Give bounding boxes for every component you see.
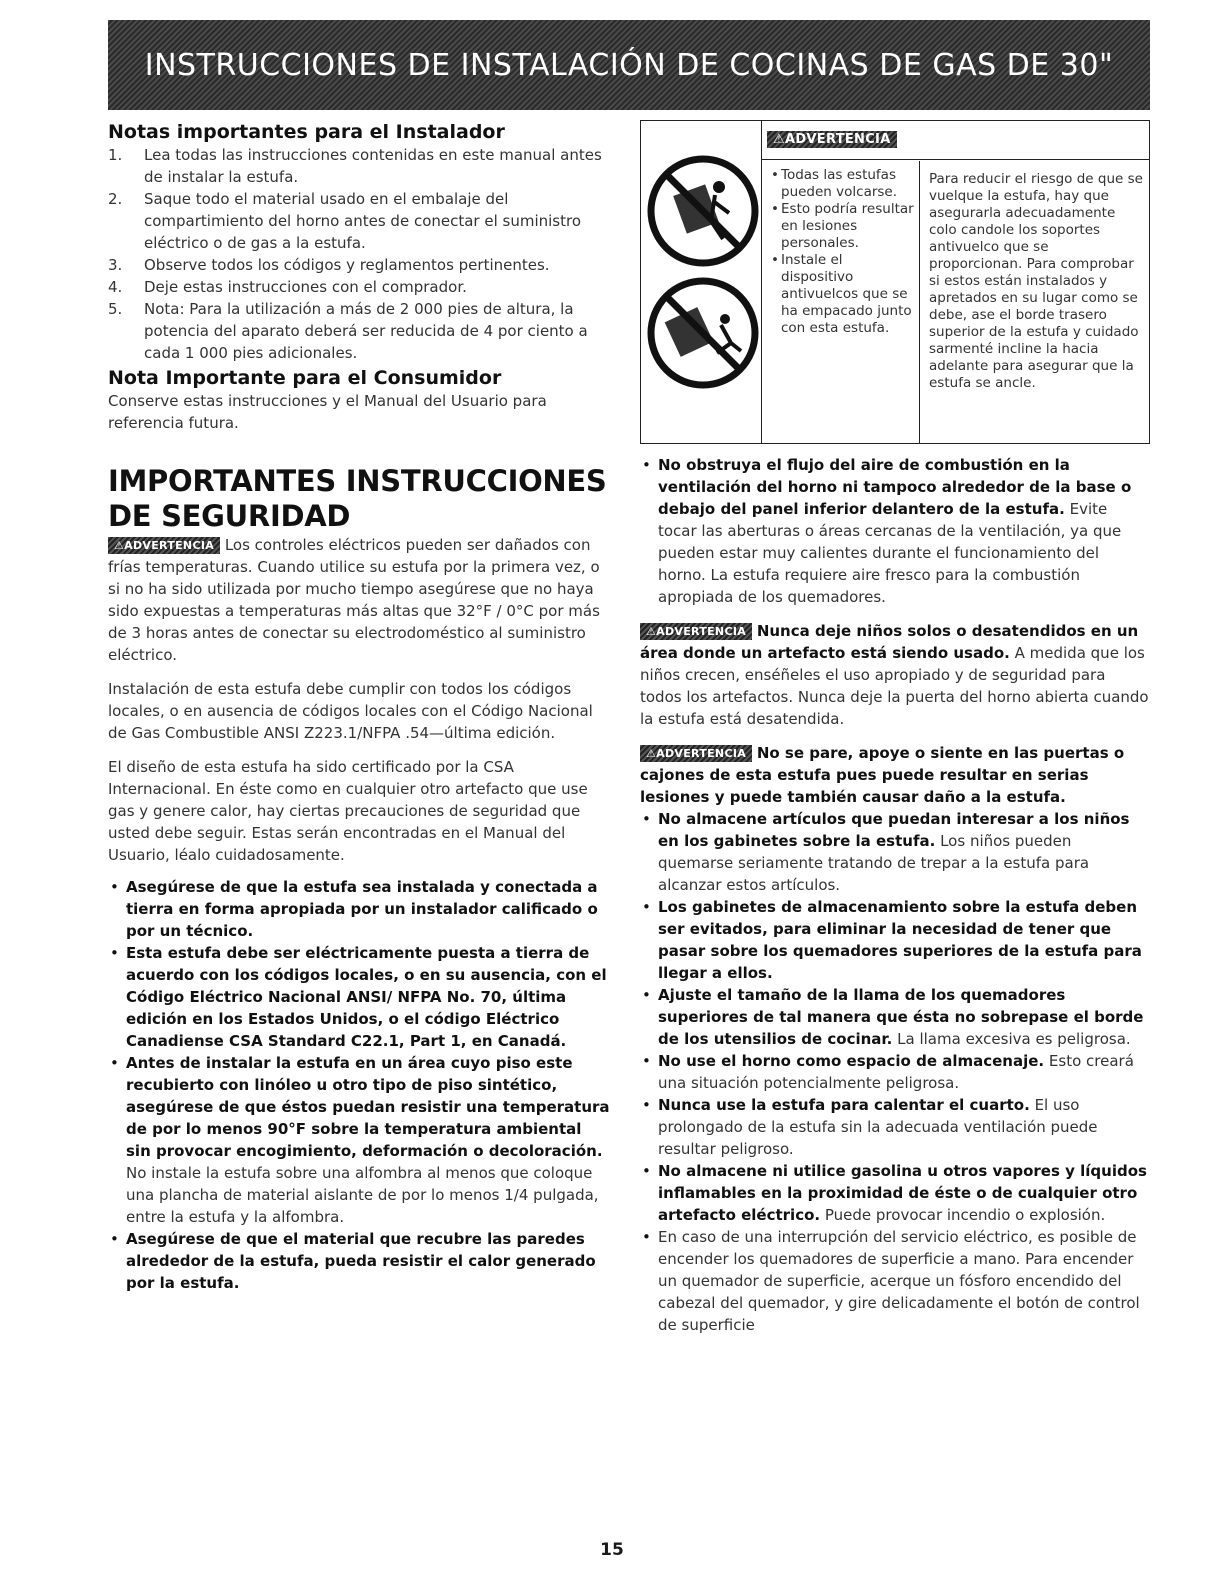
list-item: • Asegúrese de que el material que recubre las paredes alrededor de la estufa, pueda resistir el calor generado por la estufa. bbox=[108, 1228, 610, 1294]
installer-heading: Notas importantes para el Instalador bbox=[108, 121, 505, 143]
list-item: • No almacene artículos que puedan interesar a los niños en los gabinetes sobre la estufa. Los niños pueden quemarse seriamente tratando de trepar a la estufa para alcanzar estos artículos. bbox=[640, 808, 1150, 896]
list-item: • Los gabinetes de almacenamiento sobre la estufa deben ser evitados, para eliminar la necesidad de tener que pasar sobre los quemadores superiores de la estufa para llegar a ellos. bbox=[640, 896, 1150, 984]
list-item: 3. Observe todos los códigos y reglamentos pertinentes. bbox=[108, 256, 550, 274]
consumer-text: Conserve estas instrucciones y el Manual del Usuario para referencia futura. bbox=[108, 392, 547, 432]
list-item: 1. Lea todas las instrucciones contenidas en este manual antes de instalar la estufa. bbox=[108, 146, 602, 186]
list-item: • No almacene ni utilice gasolina u otros vapores y líquidos inflamables en la proximidad de éste o de cualquier otro artefacto eléctrico. Puede provocar incendio o explosión. bbox=[640, 1160, 1150, 1226]
warning-col-1 bbox=[761, 161, 920, 443]
page-banner bbox=[108, 20, 1150, 110]
list-item: 4. Deje estas instrucciones con el comprador. bbox=[108, 278, 467, 296]
tip-over-warning-box bbox=[640, 120, 1150, 444]
list-item: • Nunca use la estufa para calentar el cuarto. El uso prolongado de la estufa sin la adecuada ventilación puede resultar peligroso. bbox=[640, 1094, 1150, 1160]
safety-title: IMPORTANTES INSTRUCCIONES DE SEGURIDAD bbox=[108, 464, 607, 533]
list-item: • En caso de una interrupción del servicio eléctrico, es posible de encender los quemadores de superficie a mano. Para encender un quemador de superficie, acerque un fósforo encendido del cabezal del quemador, y gire delicadamente el botón de control de superficie bbox=[640, 1226, 1150, 1336]
list-item: 2. Saque todo el material usado en el embalaje del compartimiento del horno antes de conectar el suministro eléctrico o de gas a la estufa. bbox=[108, 190, 582, 252]
warning-badge: ⚠ADVERTENCIA bbox=[767, 131, 897, 148]
warning-icons bbox=[641, 121, 762, 443]
safety-p2: Instalación de esta estufa debe cumplir con todos los códigos locales, o en ausencia de códigos locales con el Código Nacional de Gas Combustible ANSI Z223.1/NFPA .54—última edición. bbox=[108, 680, 593, 742]
list-item: 5. Nota: Para la utilización a más de 2 000 pies de altura, la potencia del aparato deberá ser reducida de 4 por ciento a cada 1 000 pies adicionales. bbox=[108, 300, 588, 362]
list-item: • Esto podría resultar en lesiones personales. bbox=[771, 201, 915, 252]
list-item: • Antes de instalar la estufa en un área cuyo piso este recubierto con linóleo u otro tipo de piso sintético, asegúrese de que éstos puedan resistir una temperatura de por lo menos 90°F sobre la temperatura ambiental sin provocar encogimiento, deformación o decoloración. No instale la estufa sobre una alfombra al menos que coloque una plancha de material aislante de por lo menos 1/4 pulgada, entre la estufa y la alfombra. bbox=[108, 1052, 610, 1228]
safety-p3: El diseño de esta estufa ha sido certificado por la CSA Internacional. En éste como en cualquier otro artefacto que use gas y genere calor, hay ciertas precauciones de seguridad que usted debe seguir. Estas serán encontradas en el Manual del Usuario, léalo cuidadosamente. bbox=[108, 758, 588, 864]
right-bullets-top bbox=[640, 454, 1150, 608]
banner-title: INSTRUCCIONES DE INSTALACIÓN DE COCINAS DE GAS DE 30" bbox=[144, 47, 1114, 83]
warning-header bbox=[761, 121, 1149, 160]
list-item: • Todas las estufas pueden volcarse. bbox=[771, 167, 915, 201]
safety-p1: ⚠ADVERTENCIA Los controles eléctricos pueden ser dañados con frías temperaturas. Cuando utilice su estufa por la primera vez, o si no ha sido utilizada por mucho tiempo asegúrese que no haya sido expuestas a temperaturas más altas que 32°F / 0°C por más de 3 horas antes de conectar su electrodoméstico al suministro eléctrico. bbox=[108, 536, 600, 664]
installer-list bbox=[108, 144, 610, 364]
warning-children: ⚠ADVERTENCIA Nunca deje niños solos o desatendidos en un área donde un artefacto está siendo usado. A medida que los niños crecen, enséñeles el uso apropiado y de seguridad para todos los artefactos. Nunca deje la puerta del horno abierta cuando la estufa está desatendida. bbox=[640, 622, 1149, 728]
list-item: • No obstruya el flujo del aire de combustión en la ventilación del horno ni tampoco alrededor de la base o debajo del panel inferior delantero de la estufa. Evite tocar las aberturas o áreas cercanas de la ventilación, ya que pueden estar muy calientes durante el funcionamiento del horno. La estufa requiere aire fresco para la combustión apropiada de los quemadores. bbox=[640, 454, 1150, 608]
right-column bbox=[640, 120, 1150, 1336]
safety-bullets bbox=[108, 876, 610, 1294]
consumer-heading: Nota Importante para el Consumidor bbox=[108, 367, 502, 389]
list-item: • Esta estufa debe ser eléctricamente puesta a tierra de acuerdo con los códigos locales, o en su ausencia, con el Código Eléctrico Nacional ANSI/ NFPA No. 70, última edición en los Estados Unidos, o el código Eléctrico Canadiense CSA Standard C22.1, Part 1, en Canadá. bbox=[108, 942, 610, 1052]
no-tip-over-icon bbox=[641, 121, 761, 441]
left-column bbox=[108, 120, 610, 1294]
list-item: • No use el horno como espacio de almacenaje. Esto creará una situación potencialmente peligrosa. bbox=[640, 1050, 1150, 1094]
right-bullets bbox=[640, 808, 1150, 1336]
warning-doors: ⚠ADVERTENCIA No se pare, apoye o siente en las puertas o cajones de esta estufa pues puede resultar en serias lesiones y puede también causar daño a la estufa. bbox=[640, 744, 1125, 806]
page-number: 15 bbox=[600, 1540, 624, 1560]
list-item: • Ajuste el tamaño de la llama de los quemadores superiores de tal manera que ésta no sobrepase el borde de los utensilios de cocinar. La llama excesiva es peligrosa. bbox=[640, 984, 1150, 1050]
warning-badge: ⚠ADVERTENCIA bbox=[108, 537, 220, 554]
warning-badge: ⚠ADVERTENCIA bbox=[640, 745, 752, 762]
list-item: • Asegúrese de que la estufa sea instalada y conectada a tierra en forma apropiada por un instalador calificado o por un técnico. bbox=[108, 876, 610, 942]
warning-badge: ⚠ADVERTENCIA bbox=[640, 623, 752, 640]
list-item: • Instale el dispositivo antivuelcos que se ha empacado junto con esta estufa. bbox=[771, 252, 915, 337]
warning-col-2: Para reducir el riesgo de que se vuelque la estufa, hay que asegurarla adecuadamente colo candole los soportes antivuelco que se proporcionan. Para comprobar si estos están instalados y apretados en su lugar como se debe, ase el borde trasero superior de la estufa y cuidado sarmenté incline la hacia adelante para asegurar que la estufa se ancle. bbox=[929, 171, 1143, 391]
